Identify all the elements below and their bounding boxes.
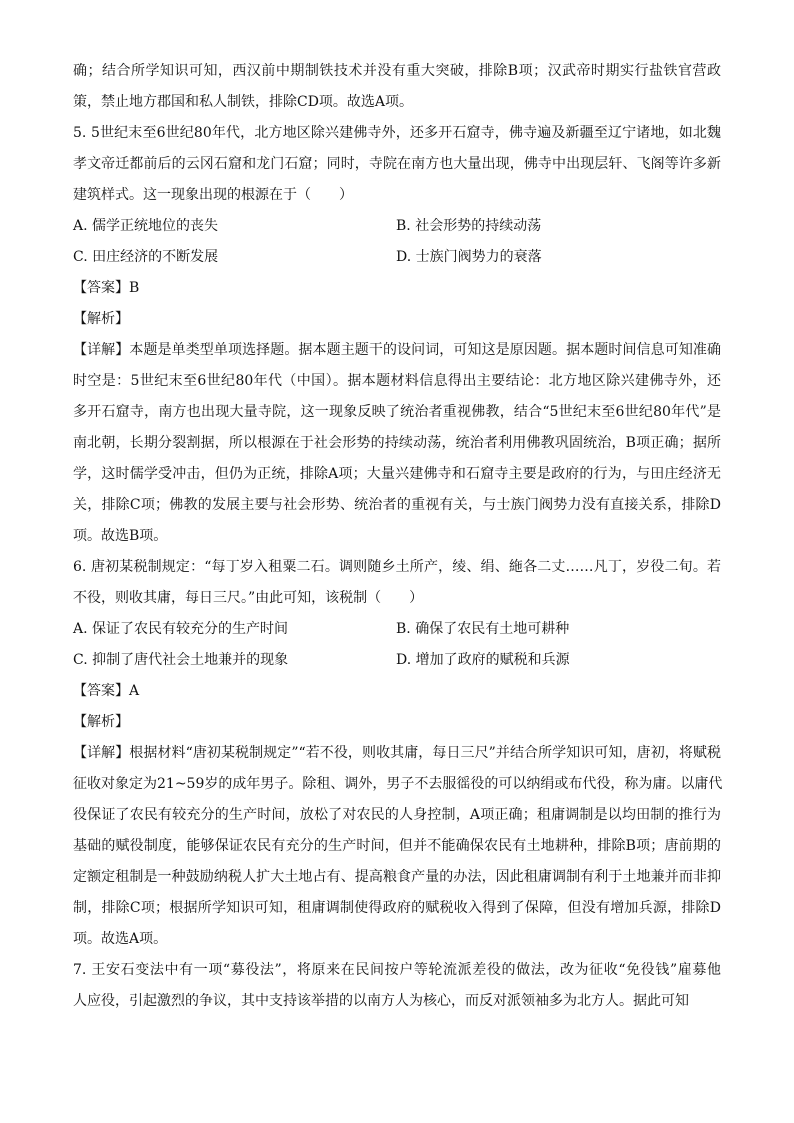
question-stem-line: 不役，则收其庸，每日三尺。”由此可知，该税制（ ） bbox=[73, 590, 424, 606]
options-row bbox=[73, 211, 721, 242]
answer-label: 【答案】A bbox=[73, 683, 140, 699]
document-page bbox=[73, 56, 721, 1017]
answer-label: 【答案】B bbox=[73, 280, 140, 296]
question-stem-line: 7. 王安石变法中有一项“募役法”，将原来在民间按户等轮流派差役的做法，改为征收“免役钱”雇募他 bbox=[73, 962, 721, 978]
option-a: A. 儒学正统地位的丧失 bbox=[73, 218, 219, 234]
detail-line: 关，排除C项；佛教的发展主要与社会形势、统治者的重视有关，与士族门阀势力没有直接关系，排除D bbox=[73, 497, 721, 513]
detail-line: 南北朝，长期分裂割据，所以根源在于社会形势的持续动荡，统治者利用佛教巩固统治，B项正确；据所 bbox=[73, 435, 721, 451]
option-d: D. 士族门阀势力的衰落 bbox=[396, 249, 542, 265]
question-7 bbox=[73, 955, 721, 1017]
option-d: D. 增加了政府的赋税和兵源 bbox=[396, 652, 570, 668]
detail-line: 基础的赋役制度，能够保证农民有充分的生产时间，但并不能确保农民有土地耕种，排除B项；唐前期的 bbox=[73, 838, 721, 854]
detail-line: 征收对象定为21~59岁的成年男子。除租、调外，男子不去服徭役的可以纳绢或布代役，称为庸。以庸代 bbox=[73, 776, 723, 792]
options-row bbox=[73, 645, 721, 676]
question-5 bbox=[73, 118, 721, 552]
text-line: 确；结合所学知识可知，西汉前中期制铁技术并没有重大突破，排除B项；汉武帝时期实行盐铁官营政 bbox=[73, 63, 721, 79]
detail-line: 学，这时儒学受冲击，但仍为正统，排除A项；大量兴建佛寺和石窟寺主要是政府的行为，与田庄经济无 bbox=[73, 466, 721, 482]
previous-analysis-continuation bbox=[73, 56, 721, 118]
detail-line: 【详解】本题是单类型单项选择题。据本题主题干的设问词，可知这是原因题。据本题时间信息可知准确 bbox=[73, 342, 721, 358]
question-6 bbox=[73, 552, 721, 955]
question-stem-line: 建筑样式。这一现象出现的根源在于（ ） bbox=[73, 187, 353, 203]
options-row bbox=[73, 614, 721, 645]
detail-line: 项。故选B项。 bbox=[73, 528, 168, 544]
option-c: C. 抑制了唐代社会土地兼并的现象 bbox=[73, 652, 289, 668]
question-stem-line: 6. 唐初某税制规定：“每丁岁入租粟二石。调则随乡土所产，绫、绢、絁各二丈……凡丁，岁役二旬。若 bbox=[73, 559, 721, 575]
question-stem-line: 人应役，引起激烈的争议，其中支持该举措的以南方人为核心，而反对派领袖多为北方人。据此可知 bbox=[73, 993, 689, 1009]
option-b: B. 确保了农民有土地可耕种 bbox=[396, 621, 570, 637]
detail-line: 多开石窟寺，南方也出现大量寺院，这一现象反映了统治者重视佛教，结合“5世纪末至6世纪80年代”是 bbox=[73, 404, 721, 420]
detail-line: 制，排除C项；根据所学知识可知，租庸调制使得政府的赋税收入得到了保障，但没有增加兵源，排除D bbox=[73, 900, 721, 916]
detail-line: 役保证了农民有较充分的生产时间，放松了对农民的人身控制，A项正确；租庸调制是以均田制的推行为 bbox=[73, 807, 721, 823]
detail-line: 时空是：5世纪末至6世纪80年代（中国）。据本题材料信息得出主要结论：北方地区除兴建佛寺外，还 bbox=[73, 373, 721, 389]
text-line: 策，禁止地方郡国和私人制铁，排除CD项。故选A项。 bbox=[73, 94, 414, 110]
option-b: B. 社会形势的持续动荡 bbox=[396, 218, 542, 234]
option-a: A. 保证了农民有较充分的生产时间 bbox=[73, 621, 289, 637]
detail-line: 【详解】根据材料“唐初某税制规定”“若不役，则收其庸，每日三尺”并结合所学知识可知，唐初，将赋税 bbox=[73, 745, 721, 761]
detail-line: 定额定租制是一种鼓励纳税人扩大土地占有、提高粮食产量的办法，因此租庸调制有利于土地兼并而非抑 bbox=[73, 869, 721, 885]
analysis-label: 【解析】 bbox=[73, 714, 129, 730]
options-row bbox=[73, 242, 721, 273]
question-stem-line: 孝文帝迁都前后的云冈石窟和龙门石窟；同时，寺院在南方也大量出现，佛寺中出现层轩、飞阁等许多新 bbox=[73, 156, 721, 172]
detail-line: 项。故选A项。 bbox=[73, 931, 168, 947]
analysis-label: 【解析】 bbox=[73, 311, 129, 327]
question-stem-line: 5. 5世纪末至6世纪80年代，北方地区除兴建佛寺外，还多开石窟寺，佛寺遍及新疆至辽宁诸地，如北魏 bbox=[73, 125, 721, 141]
option-c: C. 田庄经济的不断发展 bbox=[73, 249, 219, 265]
